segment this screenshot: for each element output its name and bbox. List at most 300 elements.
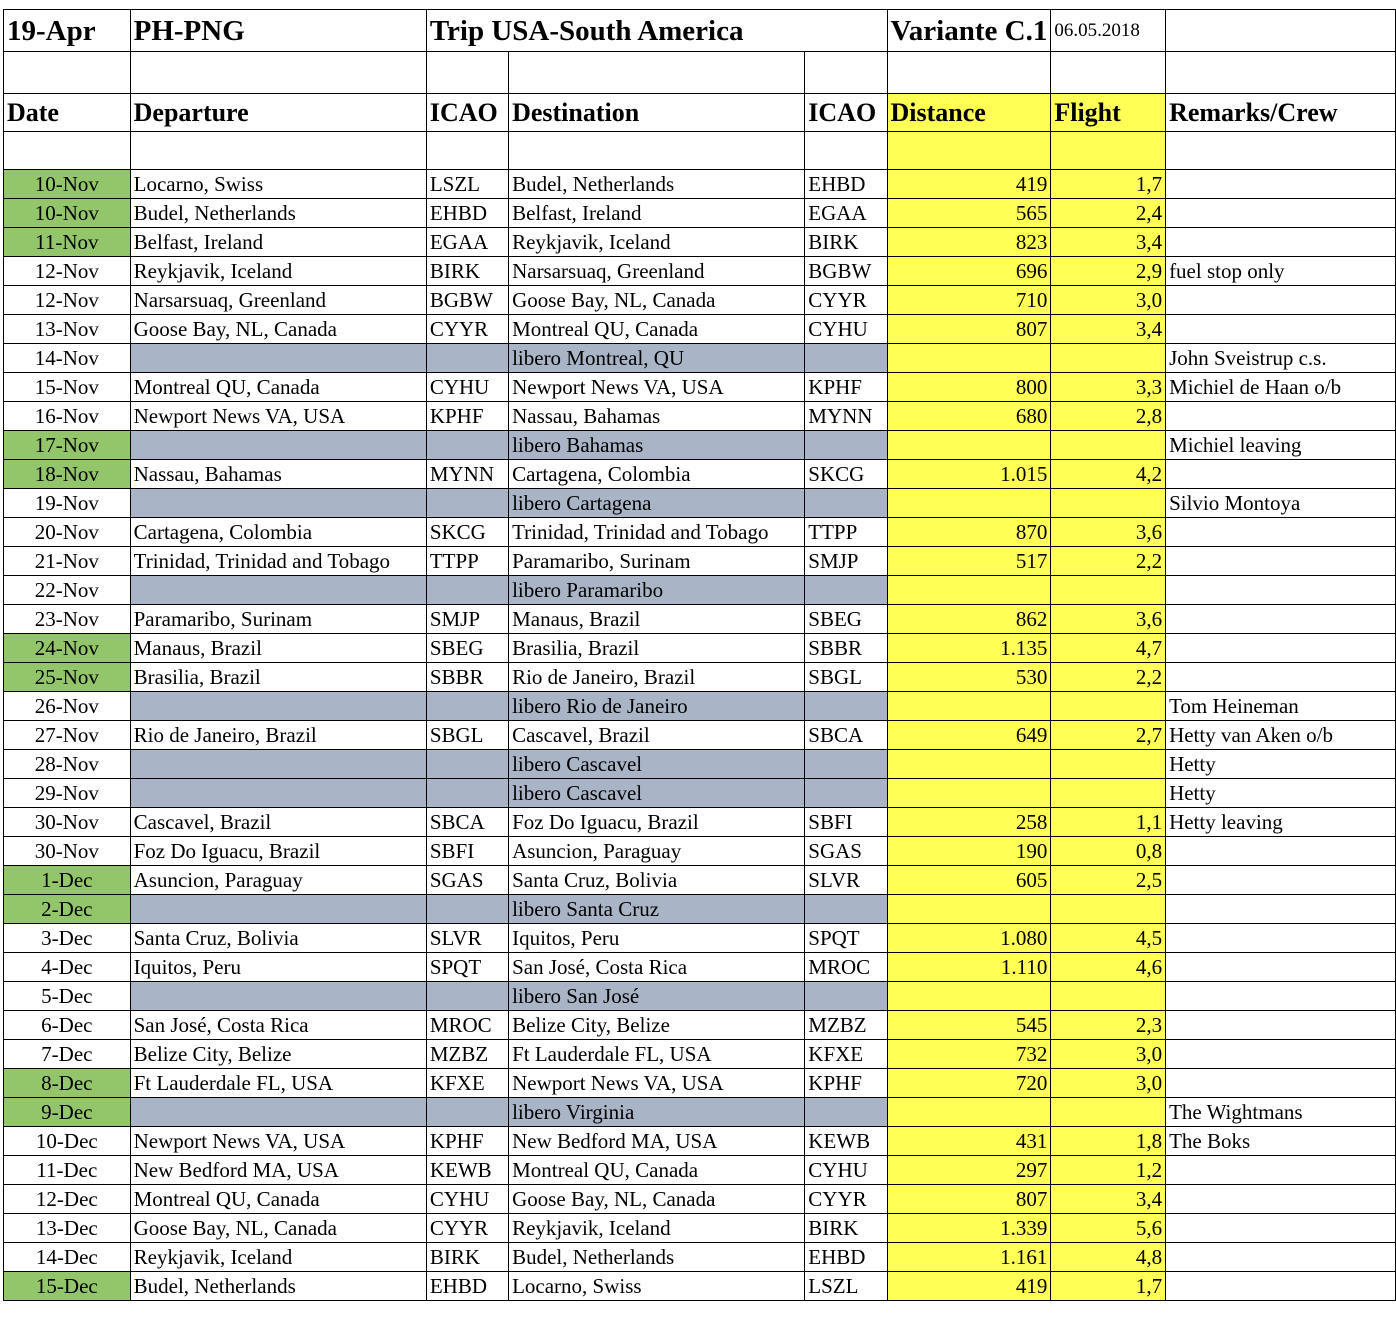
row-destination-icao: LSZL xyxy=(805,1272,887,1301)
table-row xyxy=(4,1069,1396,1098)
row-date: 24-Nov xyxy=(4,634,131,663)
row-destination-icao: BGBW xyxy=(805,257,887,286)
row-destination: Trinidad, Trinidad and Tobago xyxy=(509,518,805,547)
row-flight-time: 1,7 xyxy=(1051,1272,1166,1301)
row-destination: Budel, Netherlands xyxy=(509,170,805,199)
row-departure: Newport News VA, USA xyxy=(130,1127,426,1156)
row-destination-icao xyxy=(805,982,887,1011)
row-remarks xyxy=(1166,402,1396,431)
table-row xyxy=(4,924,1396,953)
row-flight-time: 3,0 xyxy=(1051,1069,1166,1098)
row-destination: Locarno, Swiss xyxy=(509,1272,805,1301)
row-flight-time: 3,0 xyxy=(1051,286,1166,315)
row-destination-icao xyxy=(805,344,887,373)
table-row xyxy=(4,866,1396,895)
table-row xyxy=(4,344,1396,373)
row-destination-icao: SBGL xyxy=(805,663,887,692)
row-flight-time: 3,4 xyxy=(1051,1185,1166,1214)
row-destination-icao: MYNN xyxy=(805,402,887,431)
row-departure-icao: SBEG xyxy=(426,634,508,663)
row-departure xyxy=(130,779,426,808)
row-destination-icao: KFXE xyxy=(805,1040,887,1069)
row-flight-time: 4,8 xyxy=(1051,1243,1166,1272)
row-departure-icao: SBFI xyxy=(426,837,508,866)
row-distance: 258 xyxy=(887,808,1051,837)
row-departure-icao: CYYR xyxy=(426,1214,508,1243)
row-destination-icao xyxy=(805,750,887,779)
row-date: 30-Nov xyxy=(4,837,131,866)
aircraft-registration: PH-PNG xyxy=(130,10,426,52)
row-flight-time: 1,2 xyxy=(1051,1156,1166,1185)
row-destination-icao: SBEG xyxy=(805,605,887,634)
row-date: 18-Nov xyxy=(4,460,131,489)
row-flight-time xyxy=(1051,982,1166,1011)
row-destination-icao: TTPP xyxy=(805,518,887,547)
row-destination-icao: SLVR xyxy=(805,866,887,895)
row-departure-icao xyxy=(426,489,508,518)
row-flight-time: 1,1 xyxy=(1051,808,1166,837)
row-destination: libero Cascavel xyxy=(509,750,805,779)
row-distance: 696 xyxy=(887,257,1051,286)
row-destination-icao: CYYR xyxy=(805,1185,887,1214)
row-remarks: John Sveistrup c.s. xyxy=(1166,344,1396,373)
row-date: 12-Nov xyxy=(4,286,131,315)
row-flight-time: 3,4 xyxy=(1051,315,1166,344)
row-destination-icao xyxy=(805,1098,887,1127)
row-destination-icao: SKCG xyxy=(805,460,887,489)
table-row xyxy=(4,1040,1396,1069)
header-flight: Flight xyxy=(1051,94,1166,132)
row-destination-icao xyxy=(805,779,887,808)
row-departure-icao: SBGL xyxy=(426,721,508,750)
table-row xyxy=(4,518,1396,547)
row-destination-icao: SGAS xyxy=(805,837,887,866)
row-distance: 565 xyxy=(887,199,1051,228)
row-departure-icao: MROC xyxy=(426,1011,508,1040)
row-distance xyxy=(887,576,1051,605)
row-distance: 1.110 xyxy=(887,953,1051,982)
row-departure-icao: SBCA xyxy=(426,808,508,837)
row-flight-time: 2,2 xyxy=(1051,663,1166,692)
row-date: 9-Dec xyxy=(4,1098,131,1127)
row-distance xyxy=(887,895,1051,924)
row-remarks xyxy=(1166,924,1396,953)
row-departure-icao: CYYR xyxy=(426,315,508,344)
row-date: 14-Dec xyxy=(4,1243,131,1272)
row-remarks xyxy=(1166,518,1396,547)
row-departure xyxy=(130,576,426,605)
row-departure xyxy=(130,982,426,1011)
table-row xyxy=(4,431,1396,460)
row-departure xyxy=(130,1098,426,1127)
row-departure: Paramaribo, Surinam xyxy=(130,605,426,634)
row-departure-icao: EHBD xyxy=(426,1272,508,1301)
row-distance: 1.080 xyxy=(887,924,1051,953)
row-remarks: Silvio Montoya xyxy=(1166,489,1396,518)
row-departure: Reykjavik, Iceland xyxy=(130,1243,426,1272)
row-date: 15-Dec xyxy=(4,1272,131,1301)
version-date: 06.05.2018 xyxy=(1051,10,1166,52)
row-departure-icao: KPHF xyxy=(426,402,508,431)
row-date: 19-Nov xyxy=(4,489,131,518)
row-remarks: fuel stop only xyxy=(1166,257,1396,286)
row-departure-icao: SGAS xyxy=(426,866,508,895)
row-departure-icao xyxy=(426,750,508,779)
blank-row xyxy=(4,52,1396,94)
table-row xyxy=(4,576,1396,605)
row-remarks xyxy=(1166,1185,1396,1214)
row-departure: Goose Bay, NL, Canada xyxy=(130,315,426,344)
table-row xyxy=(4,1098,1396,1127)
row-destination-icao xyxy=(805,576,887,605)
row-destination: libero Cascavel xyxy=(509,779,805,808)
table-row xyxy=(4,953,1396,982)
row-remarks xyxy=(1166,982,1396,1011)
row-destination-icao: EHBD xyxy=(805,170,887,199)
row-destination: Rio de Janeiro, Brazil xyxy=(509,663,805,692)
row-destination: Cascavel, Brazil xyxy=(509,721,805,750)
row-flight-time: 3,4 xyxy=(1051,228,1166,257)
row-flight-time xyxy=(1051,431,1166,460)
row-remarks: Hetty leaving xyxy=(1166,808,1396,837)
row-destination-icao: SMJP xyxy=(805,547,887,576)
row-flight-time: 4,5 xyxy=(1051,924,1166,953)
row-remarks xyxy=(1166,199,1396,228)
row-remarks: Hetty xyxy=(1166,779,1396,808)
table-row xyxy=(4,895,1396,924)
row-flight-time xyxy=(1051,344,1166,373)
row-flight-time: 2,3 xyxy=(1051,1011,1166,1040)
row-remarks xyxy=(1166,663,1396,692)
row-date: 16-Nov xyxy=(4,402,131,431)
table-row xyxy=(4,170,1396,199)
row-remarks xyxy=(1166,1040,1396,1069)
row-date: 29-Nov xyxy=(4,779,131,808)
row-destination: Budel, Netherlands xyxy=(509,1243,805,1272)
row-destination-icao: BIRK xyxy=(805,1214,887,1243)
row-flight-time: 4,7 xyxy=(1051,634,1166,663)
row-date: 10-Nov xyxy=(4,199,131,228)
row-remarks xyxy=(1166,634,1396,663)
header-remarks: Remarks/Crew xyxy=(1166,94,1396,132)
row-remarks xyxy=(1166,286,1396,315)
table-row xyxy=(4,721,1396,750)
row-destination-icao: KPHF xyxy=(805,1069,887,1098)
row-remarks xyxy=(1166,1243,1396,1272)
table-row xyxy=(4,1127,1396,1156)
row-date: 30-Nov xyxy=(4,808,131,837)
row-flight-time: 2,8 xyxy=(1051,402,1166,431)
trip-schedule-table xyxy=(3,9,1396,1301)
row-departure-icao: KEWB xyxy=(426,1156,508,1185)
row-departure: Cascavel, Brazil xyxy=(130,808,426,837)
row-date: 6-Dec xyxy=(4,1011,131,1040)
row-date: 10-Nov xyxy=(4,170,131,199)
row-date: 15-Nov xyxy=(4,373,131,402)
row-destination: Narsarsuaq, Greenland xyxy=(509,257,805,286)
table-row xyxy=(4,460,1396,489)
table-row xyxy=(4,373,1396,402)
row-departure-icao xyxy=(426,576,508,605)
row-flight-time: 3,6 xyxy=(1051,518,1166,547)
row-destination-icao: KPHF xyxy=(805,373,887,402)
row-departure: Goose Bay, NL, Canada xyxy=(130,1214,426,1243)
row-remarks xyxy=(1166,1214,1396,1243)
row-destination-icao xyxy=(805,431,887,460)
row-flight-time xyxy=(1051,779,1166,808)
row-departure-icao: EGAA xyxy=(426,228,508,257)
row-flight-time: 3,3 xyxy=(1051,373,1166,402)
row-departure-icao: TTPP xyxy=(426,547,508,576)
row-destination-icao: CYHU xyxy=(805,1156,887,1185)
row-destination: Montreal QU, Canada xyxy=(509,315,805,344)
row-destination: Cartagena, Colombia xyxy=(509,460,805,489)
row-departure: Budel, Netherlands xyxy=(130,1272,426,1301)
row-date: 14-Nov xyxy=(4,344,131,373)
row-distance: 517 xyxy=(887,547,1051,576)
row-remarks xyxy=(1166,895,1396,924)
row-distance: 649 xyxy=(887,721,1051,750)
table-row xyxy=(4,286,1396,315)
row-departure-icao: LSZL xyxy=(426,170,508,199)
row-destination: Nassau, Bahamas xyxy=(509,402,805,431)
row-flight-time: 1,8 xyxy=(1051,1127,1166,1156)
row-departure-icao: SKCG xyxy=(426,518,508,547)
row-destination: Belfast, Ireland xyxy=(509,199,805,228)
row-flight-time: 4,2 xyxy=(1051,460,1166,489)
row-departure-icao: SBBR xyxy=(426,663,508,692)
row-distance: 605 xyxy=(887,866,1051,895)
row-departure-icao xyxy=(426,344,508,373)
row-destination-icao: BIRK xyxy=(805,228,887,257)
header-destination: Destination xyxy=(509,94,805,132)
row-departure-icao: BIRK xyxy=(426,257,508,286)
row-flight-time xyxy=(1051,576,1166,605)
row-distance: 419 xyxy=(887,1272,1051,1301)
header-date: Date xyxy=(4,94,131,132)
row-destination: Foz Do Iguacu, Brazil xyxy=(509,808,805,837)
row-remarks xyxy=(1166,1069,1396,1098)
row-departure xyxy=(130,489,426,518)
row-destination-icao: SBCA xyxy=(805,721,887,750)
row-destination-icao: SBFI xyxy=(805,808,887,837)
row-destination-icao: EGAA xyxy=(805,199,887,228)
row-destination-icao: EHBD xyxy=(805,1243,887,1272)
row-destination: libero Montreal, QU xyxy=(509,344,805,373)
row-departure: Foz Do Iguacu, Brazil xyxy=(130,837,426,866)
row-remarks xyxy=(1166,1272,1396,1301)
row-date: 17-Nov xyxy=(4,431,131,460)
row-distance xyxy=(887,1098,1051,1127)
row-departure: Belize City, Belize xyxy=(130,1040,426,1069)
row-destination: libero Bahamas xyxy=(509,431,805,460)
row-departure: New Bedford MA, USA xyxy=(130,1156,426,1185)
row-remarks xyxy=(1166,576,1396,605)
table-row xyxy=(4,1156,1396,1185)
row-destination: Goose Bay, NL, Canada xyxy=(509,286,805,315)
row-destination: Asuncion, Paraguay xyxy=(509,837,805,866)
row-departure-icao: BGBW xyxy=(426,286,508,315)
row-remarks xyxy=(1166,1011,1396,1040)
row-remarks xyxy=(1166,547,1396,576)
row-destination: Paramaribo, Surinam xyxy=(509,547,805,576)
table-row xyxy=(4,663,1396,692)
row-departure-icao xyxy=(426,692,508,721)
row-remarks xyxy=(1166,1156,1396,1185)
row-date: 8-Dec xyxy=(4,1069,131,1098)
row-departure-icao xyxy=(426,779,508,808)
row-date: 1-Dec xyxy=(4,866,131,895)
title-row xyxy=(4,10,1396,52)
row-departure-icao xyxy=(426,895,508,924)
row-departure-icao: SLVR xyxy=(426,924,508,953)
row-remarks xyxy=(1166,315,1396,344)
header-distance: Distance xyxy=(887,94,1051,132)
table-row xyxy=(4,1214,1396,1243)
row-destination: San José, Costa Rica xyxy=(509,953,805,982)
table-row xyxy=(4,982,1396,1011)
variant-label: Variante C.1 xyxy=(887,10,1051,52)
row-destination: Belize City, Belize xyxy=(509,1011,805,1040)
row-flight-time: 1,7 xyxy=(1051,170,1166,199)
row-remarks xyxy=(1166,460,1396,489)
row-departure: Budel, Netherlands xyxy=(130,199,426,228)
row-remarks: The Wightmans xyxy=(1166,1098,1396,1127)
title-date: 19-Apr xyxy=(4,10,131,52)
row-date: 22-Nov xyxy=(4,576,131,605)
row-remarks: The Boks xyxy=(1166,1127,1396,1156)
row-flight-time: 2,2 xyxy=(1051,547,1166,576)
row-departure-icao: SMJP xyxy=(426,605,508,634)
row-departure xyxy=(130,431,426,460)
row-departure: Locarno, Swiss xyxy=(130,170,426,199)
row-departure: Brasilia, Brazil xyxy=(130,663,426,692)
table-row xyxy=(4,692,1396,721)
row-date: 11-Dec xyxy=(4,1156,131,1185)
row-departure: Belfast, Ireland xyxy=(130,228,426,257)
table-row xyxy=(4,634,1396,663)
row-flight-time: 2,9 xyxy=(1051,257,1166,286)
table-row xyxy=(4,1011,1396,1040)
row-destination-icao: MZBZ xyxy=(805,1011,887,1040)
table-row xyxy=(4,837,1396,866)
title-empty xyxy=(1166,10,1396,52)
row-destination-icao xyxy=(805,489,887,518)
row-distance xyxy=(887,779,1051,808)
row-date: 25-Nov xyxy=(4,663,131,692)
row-distance xyxy=(887,344,1051,373)
row-destination: Newport News VA, USA xyxy=(509,373,805,402)
row-destination-icao: SBBR xyxy=(805,634,887,663)
row-departure-icao: MYNN xyxy=(426,460,508,489)
row-departure: Cartagena, Colombia xyxy=(130,518,426,547)
row-distance: 545 xyxy=(887,1011,1051,1040)
row-destination: libero San José xyxy=(509,982,805,1011)
row-departure: Ft Lauderdale FL, USA xyxy=(130,1069,426,1098)
row-remarks: Hetty xyxy=(1166,750,1396,779)
table-row xyxy=(4,779,1396,808)
row-distance: 823 xyxy=(887,228,1051,257)
row-date: 10-Dec xyxy=(4,1127,131,1156)
row-departure-icao xyxy=(426,1098,508,1127)
row-departure: Rio de Janeiro, Brazil xyxy=(130,721,426,750)
row-distance: 870 xyxy=(887,518,1051,547)
row-departure: Narsarsuaq, Greenland xyxy=(130,286,426,315)
row-date: 13-Nov xyxy=(4,315,131,344)
row-departure-icao xyxy=(426,431,508,460)
row-date: 12-Nov xyxy=(4,257,131,286)
row-departure-icao: BIRK xyxy=(426,1243,508,1272)
row-distance: 419 xyxy=(887,170,1051,199)
row-flight-time: 5,6 xyxy=(1051,1214,1166,1243)
header-icao-destination: ICAO xyxy=(805,94,887,132)
row-distance: 1.339 xyxy=(887,1214,1051,1243)
row-departure-icao: KFXE xyxy=(426,1069,508,1098)
row-distance: 1.161 xyxy=(887,1243,1051,1272)
row-destination-icao: SPQT xyxy=(805,924,887,953)
row-departure-icao: MZBZ xyxy=(426,1040,508,1069)
row-date: 26-Nov xyxy=(4,692,131,721)
row-departure xyxy=(130,750,426,779)
row-departure xyxy=(130,692,426,721)
row-flight-time: 4,6 xyxy=(1051,953,1166,982)
row-remarks xyxy=(1166,170,1396,199)
row-distance: 720 xyxy=(887,1069,1051,1098)
row-date: 27-Nov xyxy=(4,721,131,750)
row-departure-icao: CYHU xyxy=(426,373,508,402)
row-distance: 1.135 xyxy=(887,634,1051,663)
row-distance: 800 xyxy=(887,373,1051,402)
row-flight-time: 2,5 xyxy=(1051,866,1166,895)
row-destination: Brasilia, Brazil xyxy=(509,634,805,663)
spacer-row xyxy=(4,132,1396,170)
row-flight-time xyxy=(1051,1098,1166,1127)
row-remarks: Michiel leaving xyxy=(1166,431,1396,460)
row-date: 3-Dec xyxy=(4,924,131,953)
row-destination: libero Paramaribo xyxy=(509,576,805,605)
table-row xyxy=(4,1185,1396,1214)
table-row xyxy=(4,547,1396,576)
row-remarks xyxy=(1166,837,1396,866)
row-destination: Reykjavik, Iceland xyxy=(509,228,805,257)
row-distance: 710 xyxy=(887,286,1051,315)
row-departure-icao: CYHU xyxy=(426,1185,508,1214)
row-departure: Manaus, Brazil xyxy=(130,634,426,663)
row-departure: Trinidad, Trinidad and Tobago xyxy=(130,547,426,576)
row-distance xyxy=(887,750,1051,779)
table-row xyxy=(4,257,1396,286)
row-destination-icao: MROC xyxy=(805,953,887,982)
row-distance: 862 xyxy=(887,605,1051,634)
row-departure-icao: KPHF xyxy=(426,1127,508,1156)
row-distance: 530 xyxy=(887,663,1051,692)
table-row xyxy=(4,605,1396,634)
header-icao-departure: ICAO xyxy=(426,94,508,132)
table-row xyxy=(4,199,1396,228)
row-destination: Iquitos, Peru xyxy=(509,924,805,953)
table-row xyxy=(4,489,1396,518)
row-destination: Reykjavik, Iceland xyxy=(509,1214,805,1243)
row-date: 4-Dec xyxy=(4,953,131,982)
row-flight-time xyxy=(1051,692,1166,721)
row-departure: Newport News VA, USA xyxy=(130,402,426,431)
row-flight-time: 2,7 xyxy=(1051,721,1166,750)
header-departure: Departure xyxy=(130,94,426,132)
trip-name: Trip USA-South America xyxy=(426,10,887,52)
row-distance: 680 xyxy=(887,402,1051,431)
row-departure: Montreal QU, Canada xyxy=(130,373,426,402)
row-distance xyxy=(887,692,1051,721)
